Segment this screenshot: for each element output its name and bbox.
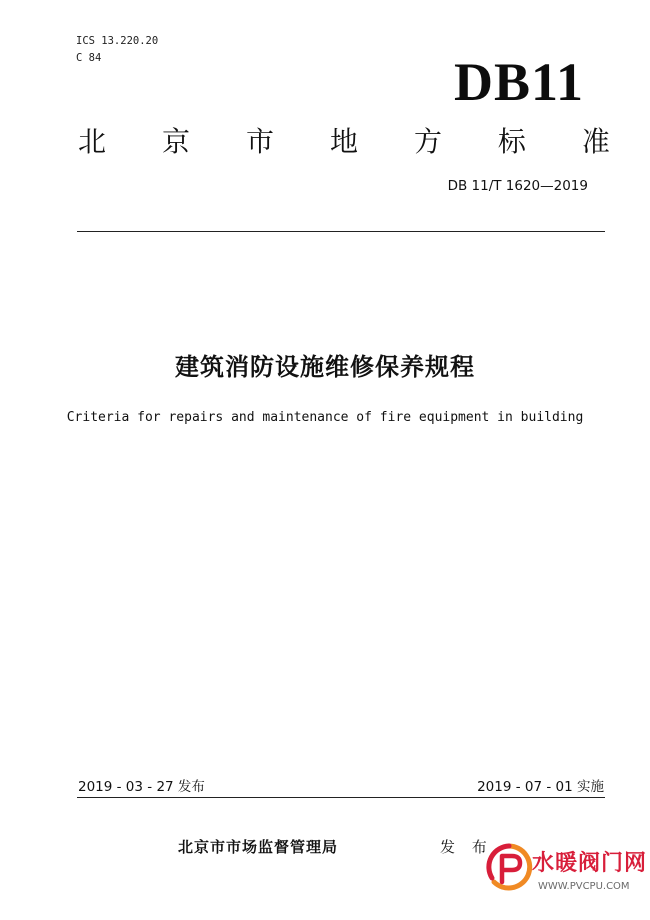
standard-type-char: 京 (161, 125, 190, 158)
watermark (478, 840, 650, 920)
implement-date: 2019 - 07 - 01 实施 (477, 779, 604, 795)
publish-date: 2019 - 03 - 27 发布 (78, 779, 205, 795)
standard-type-char: 地 (329, 125, 358, 158)
title-chinese: 建筑消防设施维修保养规程 (175, 353, 475, 381)
ics-code: ICS 13.220.20 (76, 35, 159, 47)
watermark-logo-icon (484, 842, 534, 892)
standard-type-char: 标 (497, 125, 526, 158)
standard-type (78, 124, 610, 160)
issue-label: 发 布 (440, 838, 493, 856)
standard-number: DB 11/T 1620—2019 (447, 178, 588, 194)
standard-type-char: 方 (413, 125, 442, 158)
ccs-code: C 84 (76, 52, 102, 64)
watermark-text: 水暖阀门网 (532, 851, 648, 876)
footer-divider (77, 797, 605, 798)
standard-code: DB11 (453, 52, 584, 112)
standard-type-char: 北 (78, 125, 107, 158)
standard-type-char: 市 (245, 125, 274, 158)
header-divider (77, 231, 605, 232)
standard-type-char: 准 (581, 125, 610, 158)
watermark-url: WWW.PVCPU.COM (538, 881, 630, 892)
issuing-authority: 北京市市场监督管理局 (178, 838, 339, 856)
title-english: Criteria for repairs and maintenance of fire equipment in building (66, 410, 584, 425)
